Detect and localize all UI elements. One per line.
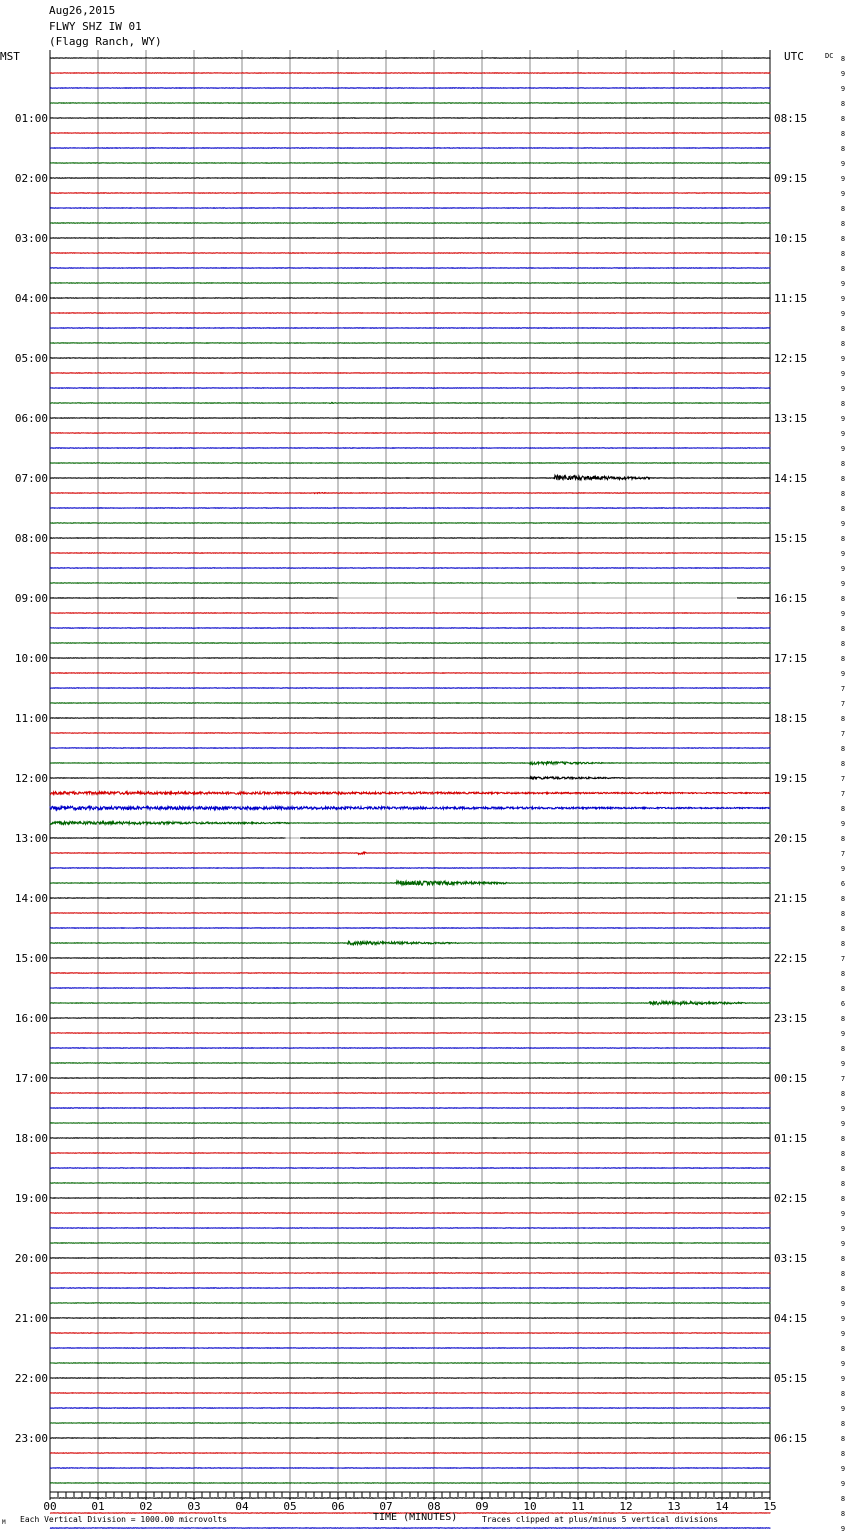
- dc-offset-label: 9: [840, 190, 846, 198]
- mst-hour-label: 01:00: [14, 112, 48, 125]
- x-tick-label: 06: [331, 1500, 345, 1513]
- dc-offset-label: 8: [840, 835, 846, 843]
- dc-offset-label: 8: [840, 760, 846, 768]
- dc-offset-label: [841, 325, 845, 333]
- dc-offset-label: 9: [840, 1330, 846, 1338]
- utc-hour-label: 06:15: [774, 1432, 808, 1445]
- mst-hour-label: 16:00: [14, 1012, 48, 1025]
- dc-offset-label: [841, 895, 845, 903]
- dc-offset-label: 8: [840, 460, 846, 468]
- dc-offset-label: [841, 910, 845, 918]
- trace-line: [50, 942, 771, 945]
- x-tick-label: 00: [43, 1500, 57, 1513]
- dc-offset-label: 8: [840, 1285, 846, 1293]
- mst-hour-label: 23:00: [14, 1432, 48, 1445]
- mst-hour-label: 22:00: [14, 1372, 48, 1385]
- x-tick-label: 14: [715, 1500, 729, 1513]
- trace-line: [50, 852, 771, 854]
- dc-offset-label: 8: [840, 145, 846, 153]
- dc-offset-label: 8: [840, 115, 846, 123]
- dc-offset-label: [841, 310, 845, 318]
- dc-offset-label: 8: [840, 475, 846, 483]
- mst-hour-label: 02:00: [14, 172, 48, 185]
- utc-hour-label: 13:15: [774, 412, 808, 425]
- dc-offset-label: 8: [840, 250, 846, 258]
- dc-offset-label: 9: [840, 310, 846, 318]
- utc-hour-label: 00:15: [774, 1072, 808, 1085]
- utc-hour-label: 21:15: [774, 892, 808, 905]
- dc-offset-label: 8: [840, 910, 846, 918]
- dc-offset-label: 8: [840, 1195, 846, 1203]
- mst-hour-label: 09:00: [14, 592, 48, 605]
- x-tick-label: 10: [523, 1500, 537, 1513]
- dc-offset-label: 8: [840, 1090, 846, 1098]
- mst-hour-label: 13:00: [14, 832, 48, 845]
- dc-offset-label: 8: [840, 895, 846, 903]
- dc-offset-label: 8: [840, 1150, 846, 1158]
- utc-hour-label: 01:15: [774, 1132, 808, 1145]
- dc-offset-label: 9: [840, 1240, 846, 1248]
- dc-offset-label: 9: [840, 1030, 846, 1038]
- dc-offset-label: 6: [840, 880, 846, 888]
- x-tick-label: 04: [235, 1500, 249, 1513]
- dc-offset-label: 8: [840, 130, 846, 138]
- dc-offset-label: 9: [840, 865, 846, 873]
- dc-offset-label: 8: [840, 205, 846, 213]
- dc-offset-label: 7: [840, 775, 846, 783]
- x-tick-label: 03: [187, 1500, 201, 1513]
- location-label: (Flagg Ranch, WY): [49, 35, 162, 48]
- x-tick-label: 09: [475, 1500, 489, 1513]
- dc-offset-label: [841, 85, 845, 93]
- dc-offset-label: 7: [840, 730, 846, 738]
- dc-offset-label: 9: [840, 295, 846, 303]
- dc-offset-label: 9: [840, 175, 846, 183]
- dc-offset-label: [841, 70, 845, 78]
- trace-line: [50, 792, 771, 795]
- utc-hour-label: 15:15: [774, 532, 808, 545]
- dc-offset-label: [841, 400, 845, 408]
- dc-offset-label: 8: [840, 220, 846, 228]
- utc-hour-label: 08:15: [774, 112, 808, 125]
- clip-note: Traces clipped at plus/minus 5 vertical divisions: [482, 1515, 719, 1524]
- dc-offset-label: 8: [840, 1270, 846, 1278]
- dc-offset-label: 9: [840, 1120, 846, 1128]
- dc-offset-label: [841, 145, 845, 153]
- dc-offset-label: [841, 115, 845, 123]
- dc-offset-label: 9: [840, 1375, 846, 1383]
- utc-hour-label: 16:15: [774, 592, 808, 605]
- dc-offset-label: 9: [840, 355, 846, 363]
- dc-offset-label: 9: [840, 280, 846, 288]
- utc-hour-label: 23:15: [774, 1012, 808, 1025]
- utc-hour-label: 12:15: [774, 352, 808, 365]
- dc-offset-label: 9: [840, 85, 846, 93]
- date-label: Aug26,2015: [49, 4, 116, 17]
- utc-hour-label: 20:15: [774, 832, 808, 845]
- dc-offset-label: 8: [840, 265, 846, 273]
- dc-offset-label: [841, 295, 845, 303]
- mst-hour-label: 05:00: [14, 352, 48, 365]
- dc-offset-label: 7: [840, 850, 846, 858]
- dc-offset-label: 9: [840, 1300, 846, 1308]
- x-tick-label: 02: [139, 1500, 153, 1513]
- trace-line: [50, 881, 771, 885]
- dc-offset-label: 8: [840, 325, 846, 333]
- dc-offset-label: 9: [840, 445, 846, 453]
- dc-offset-label: 7: [840, 685, 846, 693]
- mst-hour-label: 20:00: [14, 1252, 48, 1265]
- dc-offset-label: 9: [840, 1360, 846, 1368]
- dc-offset-label: 8: [840, 235, 846, 243]
- utc-hour-label: 02:15: [774, 1192, 808, 1205]
- trace-line: [50, 806, 771, 809]
- dc-offset-label: 8: [840, 1435, 846, 1443]
- dc-offset-label: 8: [840, 985, 846, 993]
- dc-offset-label: 7: [840, 955, 846, 963]
- utc-hour-label: 04:15: [774, 1312, 808, 1325]
- dc-offset-label: 8: [840, 1165, 846, 1173]
- mst-hour-label: 08:00: [14, 532, 48, 545]
- mst-hour-label: 18:00: [14, 1132, 48, 1145]
- dc-offset-label: 9: [840, 1210, 846, 1218]
- mst-hour-label: 12:00: [14, 772, 48, 785]
- dc-offset-label: 9: [840, 1105, 846, 1113]
- utc-hour-label: 22:15: [774, 952, 808, 965]
- dc-offset-label: 8: [840, 340, 846, 348]
- dc-offset-label: 9: [840, 820, 846, 828]
- utc-hour-label: 10:15: [774, 232, 808, 245]
- utc-hour-label: 14:15: [774, 472, 808, 485]
- dc-offset-header: DC: [825, 52, 834, 60]
- trace-line: [50, 475, 771, 480]
- dc-offset-label: [841, 205, 845, 213]
- trace-line: [50, 777, 771, 779]
- mst-hour-label: 17:00: [14, 1072, 48, 1085]
- mst-hour-label: 21:00: [14, 1312, 48, 1325]
- corner-mark: M: [2, 1519, 6, 1526]
- x-tick-label: 12: [619, 1500, 633, 1513]
- x-tick-label: 15: [763, 1500, 777, 1513]
- dc-offset-label: 7: [840, 790, 846, 798]
- x-tick-label: 13: [667, 1500, 681, 1513]
- dc-offset-label: 9: [840, 520, 846, 528]
- x-tick-label: 08: [427, 1500, 441, 1513]
- dc-offset-label: [841, 355, 845, 363]
- utc-hour-label: 19:15: [774, 772, 808, 785]
- dc-offset-label: 8: [840, 805, 846, 813]
- utc-hour-label: 03:15: [774, 1252, 808, 1265]
- utc-hour-label: 05:15: [774, 1372, 808, 1385]
- dc-offset-label: 9: [840, 1315, 846, 1323]
- dc-offset-label: 9: [840, 1465, 846, 1473]
- right-timezone-label: UTC: [784, 50, 804, 63]
- mst-hour-label: 14:00: [14, 892, 48, 905]
- dc-offset-label: 9: [840, 70, 846, 78]
- dc-offset-label: 9: [840, 160, 846, 168]
- dc-offset-label: [841, 160, 845, 168]
- dc-offset-label: 8: [840, 1450, 846, 1458]
- utc-hour-label: 18:15: [774, 712, 808, 725]
- dc-offset-label: 8: [840, 1345, 846, 1353]
- mst-hour-label: 19:00: [14, 1192, 48, 1205]
- utc-hour-label: 11:15: [774, 292, 808, 305]
- scale-note: Each Vertical Division = 1000.00 microvolts: [20, 1515, 228, 1524]
- dc-offset-label: 8: [840, 400, 846, 408]
- trace-line: [50, 762, 771, 765]
- dc-offset-label: [841, 280, 845, 288]
- dc-offset-label: 8: [840, 715, 846, 723]
- dc-offset-label: 9: [840, 1060, 846, 1068]
- dc-offset-label: [841, 100, 845, 108]
- x-tick-label: 11: [571, 1500, 585, 1513]
- x-axis-title: TIME (MINUTES): [373, 1512, 458, 1523]
- dc-offset-label: 8: [840, 55, 846, 63]
- dc-offset-label: 9: [840, 430, 846, 438]
- dc-offset-label: [841, 130, 845, 138]
- x-tick-label: 07: [379, 1500, 393, 1513]
- dc-offset-label: 8: [840, 970, 846, 978]
- mst-hour-label: 11:00: [14, 712, 48, 725]
- dc-offset-label: 8: [840, 1510, 846, 1518]
- mst-hour-label: 04:00: [14, 292, 48, 305]
- dc-offset-label: 8: [840, 1015, 846, 1023]
- trace-line: [50, 1001, 771, 1005]
- dc-offset-label: 7: [840, 1075, 846, 1083]
- dc-offset-label: 8: [840, 1180, 846, 1188]
- dc-offset-label: 9: [840, 1480, 846, 1488]
- dc-offset-label: 9: [840, 1525, 846, 1533]
- dc-offset-label: 9: [840, 1225, 846, 1233]
- left-timezone-label: MST: [0, 50, 20, 63]
- dc-offset-label: 8: [840, 1255, 846, 1263]
- dc-offset-label: 6: [840, 1000, 846, 1008]
- dc-offset-label: 9: [840, 1405, 846, 1413]
- utc-hour-label: 17:15: [774, 652, 808, 665]
- station-label: FLWY SHZ IW 01: [49, 20, 142, 33]
- mst-hour-label: 15:00: [14, 952, 48, 965]
- dc-offset-label: 8: [840, 100, 846, 108]
- dc-offset-label: 8: [840, 745, 846, 753]
- dc-offset-label: 9: [840, 370, 846, 378]
- trace-line: [50, 822, 771, 825]
- mst-hour-label: 06:00: [14, 412, 48, 425]
- mst-hour-label: 10:00: [14, 652, 48, 665]
- x-tick-label: 01: [91, 1500, 105, 1513]
- trace-line: [50, 403, 771, 404]
- dc-offset-label: 8: [840, 1495, 846, 1503]
- mst-hour-label: 03:00: [14, 232, 48, 245]
- dc-offset-label: 7: [840, 700, 846, 708]
- mst-hour-label: 07:00: [14, 472, 48, 485]
- x-tick-label: 05: [283, 1500, 297, 1513]
- dc-offset-label: 8: [840, 1390, 846, 1398]
- utc-hour-label: 09:15: [774, 172, 808, 185]
- dc-offset-label: 8: [840, 1045, 846, 1053]
- trace-line: [50, 493, 771, 494]
- dc-offset-label: 8: [840, 1420, 846, 1428]
- dc-offset-label: 8: [840, 1135, 846, 1143]
